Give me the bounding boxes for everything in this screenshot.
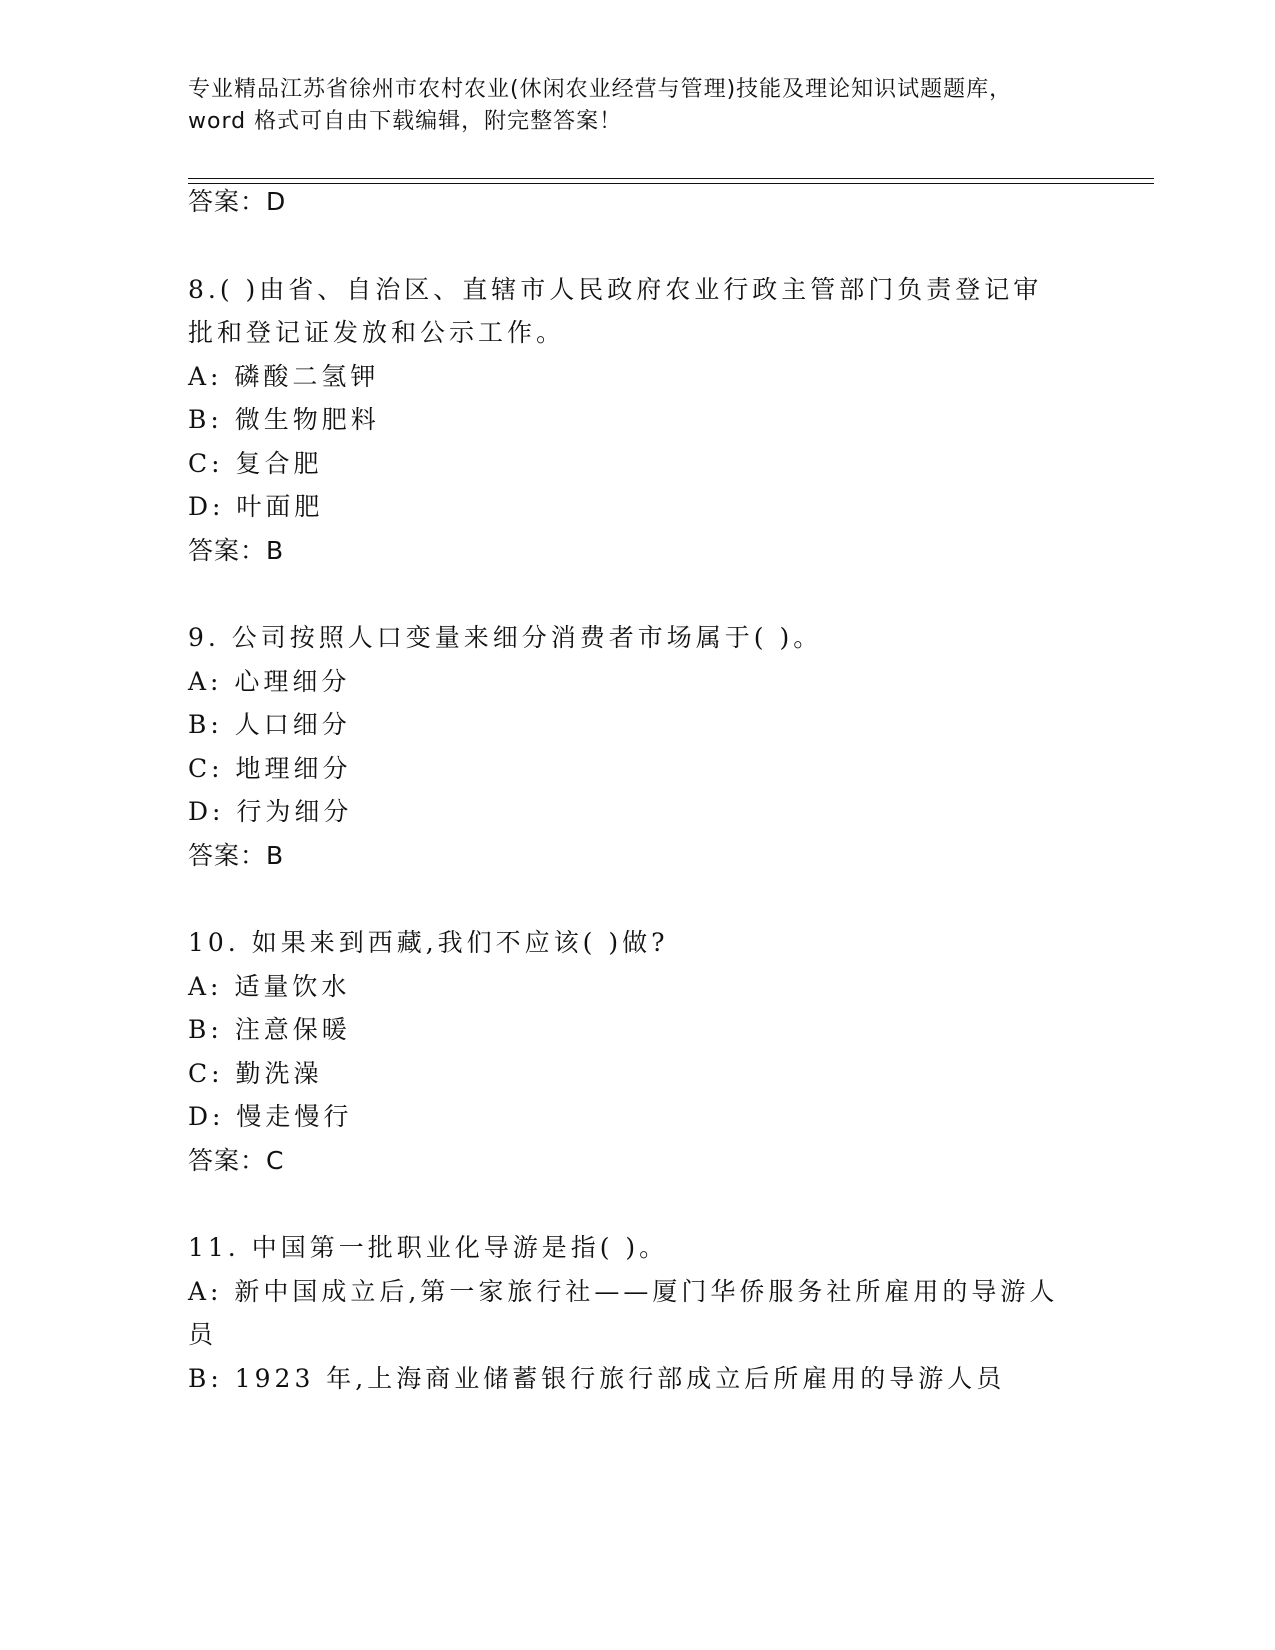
document-header (188, 74, 1088, 138)
question-11-option-b: B: 1923 年,上海商业储蓄银行旅行部成立后所雇用的导游人员 (188, 1364, 1006, 1393)
header-line-2: word 格式可自由下载编辑，附完整答案！ (188, 109, 623, 134)
question-9-option-a: A: 心理细分 (188, 667, 351, 696)
header-divider-top (188, 178, 1154, 179)
question-10-option-d: D: 慢走慢行 (188, 1102, 353, 1131)
question-8-stem-line-1: 8.( )由省、自治区、直辖市人民政府农业行政主管部门负责登记审 (188, 275, 1043, 304)
question-10-stem: 10. 如果来到西藏,我们不应该( )做? (188, 928, 669, 957)
question-11-stem: 11. 中国第一批职业化导游是指( )。 (188, 1233, 669, 1262)
question-9-option-c: C: 地理细分 (188, 754, 352, 783)
question-10-answer: 答案：C (188, 1146, 285, 1175)
answer-line: 答案：D (188, 187, 287, 216)
question-8-option-b: B: 微生物肥料 (188, 405, 380, 434)
question-10-option-c: C: 勤洗澡 (188, 1059, 323, 1088)
question-9-stem: 9. 公司按照人口变量来细分消费者市场属于( )。 (188, 623, 823, 652)
header-divider-bottom (188, 183, 1154, 184)
question-8-stem-line-2: 批和登记证发放和公示工作。 (188, 318, 566, 347)
question-9-option-b: B: 人口细分 (188, 710, 351, 739)
question-9-option-d: D: 行为细分 (188, 797, 353, 826)
header-line-1: 专业精品江苏省徐州市农村农业(休闲农业经营与管理)技能及理论知识试题题库， (188, 77, 1013, 102)
question-8-answer: 答案：B (188, 536, 285, 565)
question-11-option-a-continued: 员 (188, 1320, 218, 1349)
question-10-option-a: A: 适量饮水 (188, 972, 351, 1001)
question-8-option-d: D: 叶面肥 (188, 492, 324, 521)
question-8-option-c: C: 复合肥 (188, 449, 323, 478)
question-11-option-a: A: 新中国成立后,第一家旅行社——厦门华侨服务社所雇用的导游人 (188, 1277, 1059, 1306)
question-8-option-a: A: 磷酸二氢钾 (188, 362, 380, 391)
question-10-option-b: B: 注意保暖 (188, 1015, 351, 1044)
question-9-answer: 答案：B (188, 841, 285, 870)
